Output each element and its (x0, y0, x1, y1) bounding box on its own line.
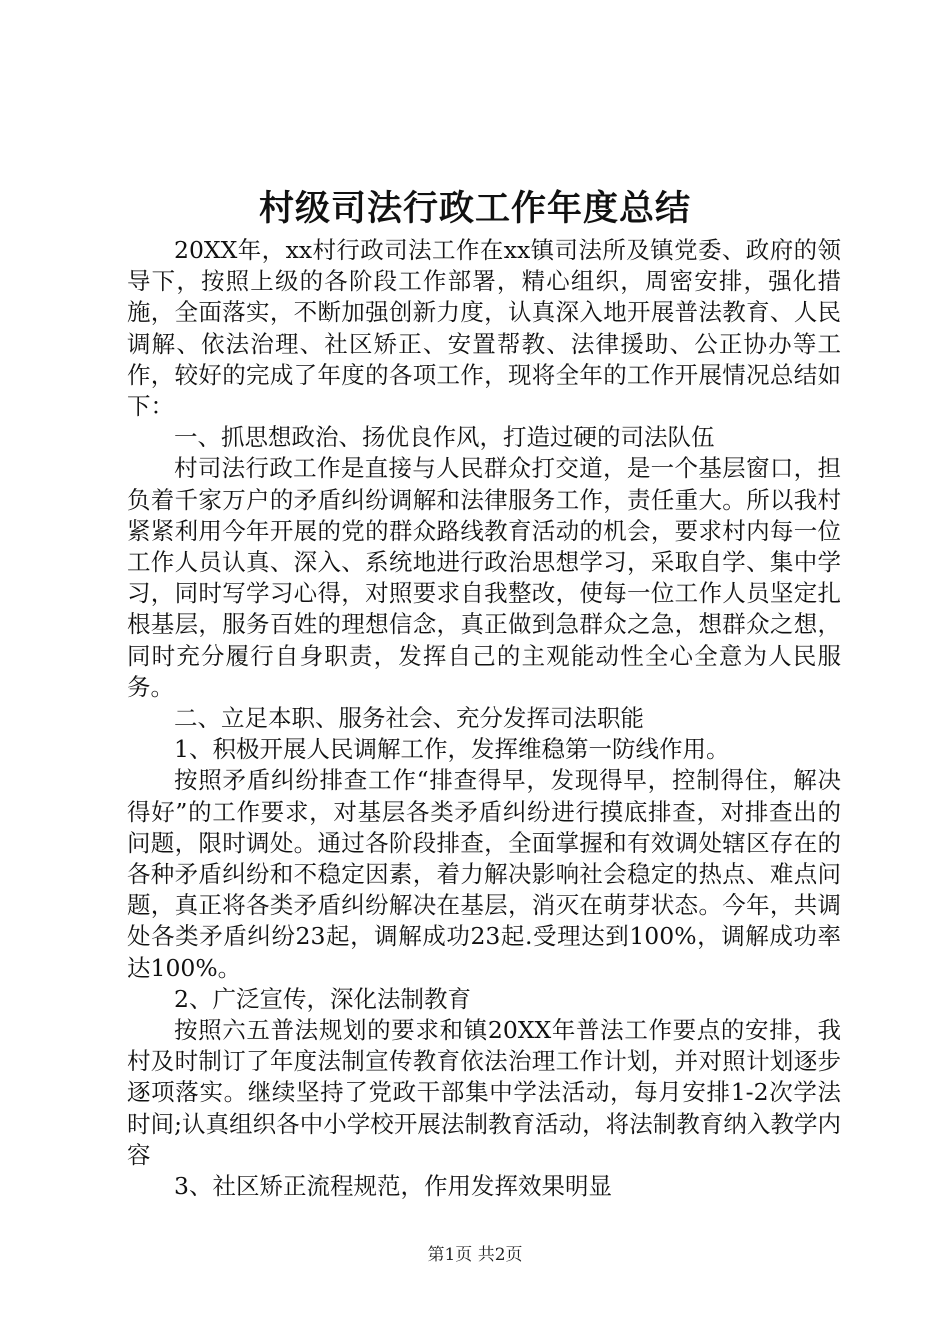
page-footer: 第1页 共2页 (427, 1245, 523, 1265)
subsection-heading-1: 1、积极开展人民调解工作，发挥维稳第一防线作用。 (174, 735, 730, 764)
document-body (127, 235, 841, 1202)
paragraph-legal-education: 按照六五普法规划的要求和镇20XX年普法工作要点的安排，我村及时制订了年度法制宣传教育依法治理工作计划，并对照计划逐步逐项落实。继续坚持了党政干部集中学法活动，每月安排1-2次学法时间;认真组织各中小学校开展法制教育活动，将法制教育纳入教学内容 (127, 1016, 841, 1169)
paragraph-section-1: 村司法行政工作是直接与人民群众打交道，是一个基层窗口，担负着千家万户的矛盾纠纷调解和法律服务工作，责任重大。所以我村紧紧利用今年开展的党的群众路线教育活动的机会，要求村内每一位工作人员认真、深入、系统地进行政治思想学习，采取自学、集中学习，同时写学习心得，对照要求自我整改，使每一位工作人员坚定扎根基层，服务百姓的理想信念，真正做到急群众之急，想群众之想，同时充分履行自身职责，发挥自己的主观能动性全心全意为人民服务。 (127, 454, 841, 701)
paragraph-intro: 20XX年，xx村行政司法工作在xx镇司法所及镇党委、政府的领导下，按照上级的各阶段工作部署，精心组织，周密安排，强化措施，全面落实，不断加强创新力度，认真深入地开展普法教育、人民调解、依法治理、社区矫正、安置帮教、法律援助、公正协办等工作，较好的完成了年度的各项工作，现将全年的工作开展情况总结如下： (127, 236, 841, 421)
section-heading-1: 一、抓思想政治、扬优良作风，打造过硬的司法队伍 (174, 423, 715, 452)
subsection-heading-3: 3、社区矫正流程规范，作用发挥效果明显 (174, 1172, 612, 1201)
subsection-heading-2: 2、广泛宣传，深化法制教育 (174, 984, 471, 1013)
paragraph-mediation: 按照矛盾纠纷排查工作“排查得早，发现得早，控制得住，解决得好”的工作要求，对基层各类矛盾纠纷进行摸底排查，对排查出的问题，限时调处。通过各阶段排查，全面掌握和有效调处辖区存在的各种矛盾纠纷和不稳定因素，着力解决影响社会稳定的热点、难点问题，真正将各类矛盾纠纷解决在基层，消灭在萌芽状态。今年，共调处各类矛盾纠纷23起，调解成功23起.受理达到100%，调解成功率达100%。 (127, 766, 841, 982)
document-title: 村级司法行政工作年度总结 (258, 188, 691, 229)
section-heading-2: 二、立足本职、服务社会、充分发挥司法职能 (174, 704, 644, 733)
